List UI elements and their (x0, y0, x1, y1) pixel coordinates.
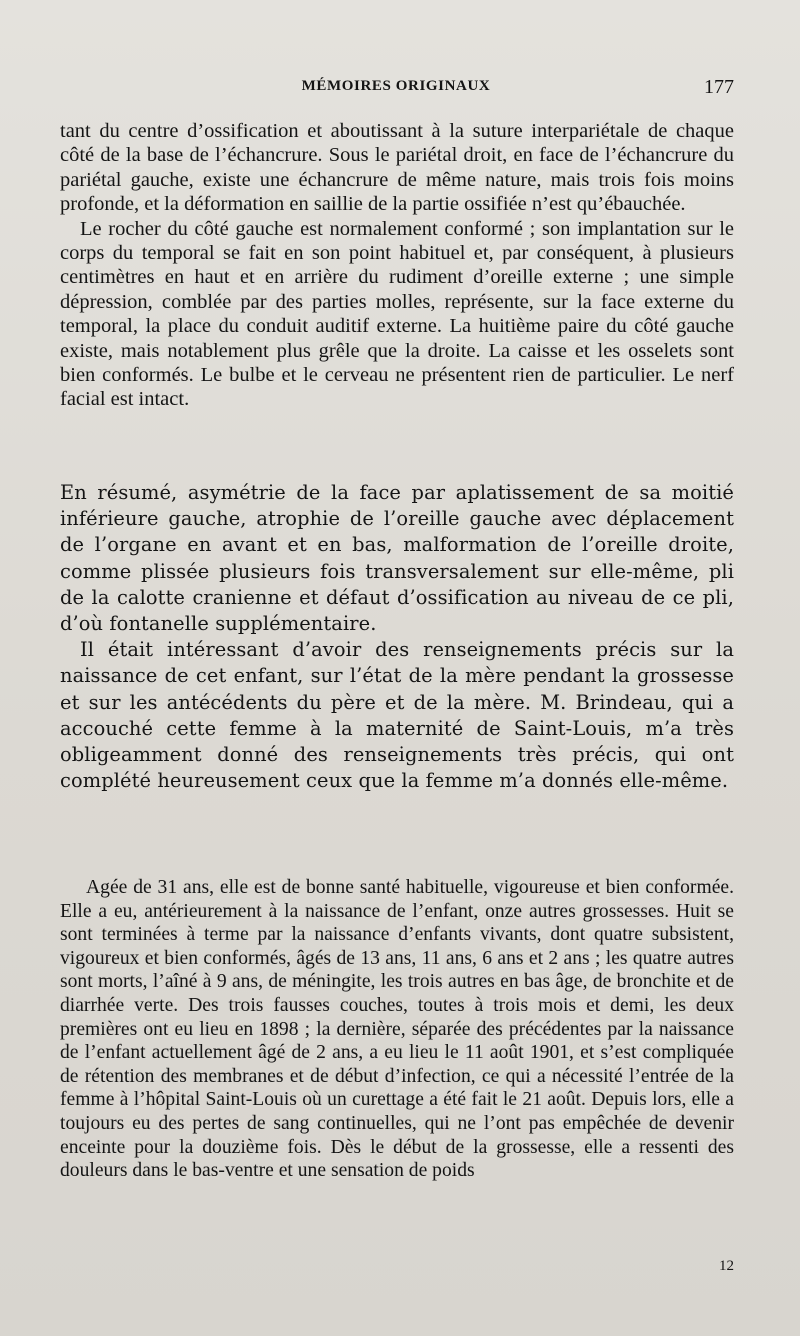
running-head (58, 76, 734, 100)
paragraph-renseignements: Il était intéressant d’avoir des renseignements précis sur la naissance de cet enfant, sur l’état de la mère pendant la grossesse et sur les antécédents du père et de la mère. M. Brindeau, qui a accouché cette femme à la maternité de Saint-Louis, m’a très obligeamment donné des renseignements très précis, qui ont complété heureusement ceux que la femme m’a donnés elle-même. (60, 638, 734, 793)
section-case-history (60, 876, 734, 1183)
page-number: 177 (704, 76, 734, 98)
paragraph-ossification: tant du centre d’ossification et aboutissant à la suture interpariétale de chaque côté de la base de l’échancrure. Sous le pariétal droit, en face de l’échancrure du pariétal gauche, existe une échancrure de même nature, mais trois fois moins profonde, et la déformation en saillie de la partie ossifiée n’est qu’ébauchée. (60, 120, 734, 216)
running-title: MÉMOIRES ORIGINAUX (301, 78, 491, 94)
section-continuation (60, 119, 734, 412)
section-summary (60, 480, 734, 794)
signature-mark: 12 (719, 1258, 734, 1274)
paragraph-resume: En résumé, asymétrie de la face par aplatissement de sa moitié inférieure gauche, atrophie de l’oreille gauche avec déplacement de l’organe en avant et en bas, malformation de l’oreille droite, comme plissée plusieurs fois transversalement sur elle-même, pli de la calotte cranienne et défaut d’ossification au niveau de ce pli, d’où fontanelle supplémentaire. (60, 481, 734, 636)
paragraph-rocher: Le rocher du côté gauche est normalement conformé ; son implantation sur le corps du temporal se fait en son point habituel et, par conséquent, à plusieurs centimètres en haut et en arrière du rudiment d’oreille externe ; une simple dépression, comblée par des parties molles, représente, sur la face externe du temporal, la place du conduit auditif externe. La huitième paire du côté gauche existe, mais notablement plus grêle que la droite. La caisse et les osselets sont bien conformés. Le bulbe et le cerveau ne présentent rien de particulier. Le nerf facial est intact. (60, 217, 734, 411)
paragraph-case-history: Agée de 31 ans, elle est de bonne santé habituelle, vigoureuse et bien conformée. Elle a eu, antérieurement à la naissance de l’enfant, onze autres grossesses. Huit se sont terminées à terme par la naissance d’enfants vivants, dont quatre subsistent, vigoureux et bien conformés, âgés de 13 ans, 11 ans, 6 ans et 2 ans ; les quatre autres sont morts, l’aîné à 9 ans, de méningite, les trois autres en bas âge, de bronchite et de diarrhée verte. Des trois fausses couches, toutes à trois mois et demi, les deux premières ont eu lieu en 1898 ; la dernière, séparée des précédentes par la naissance de l’enfant actuellement âgé de 2 ans, a eu lieu le 11 août 1901, et s’est compliquée de rétention des membranes et de début d’infection, ce qui a nécessité l’entrée de la femme à l’hôpital Saint-Louis où un curettage a été fait le 21 août. Depuis lors, elle a toujours eu des pertes de sang continuelles, qui ne l’ont pas empêchée de devenir enceinte pour la douzième fois. Dès le début de la grossesse, elle a ressenti des douleurs dans le bas-ventre et une sensation de poids (60, 877, 734, 1182)
